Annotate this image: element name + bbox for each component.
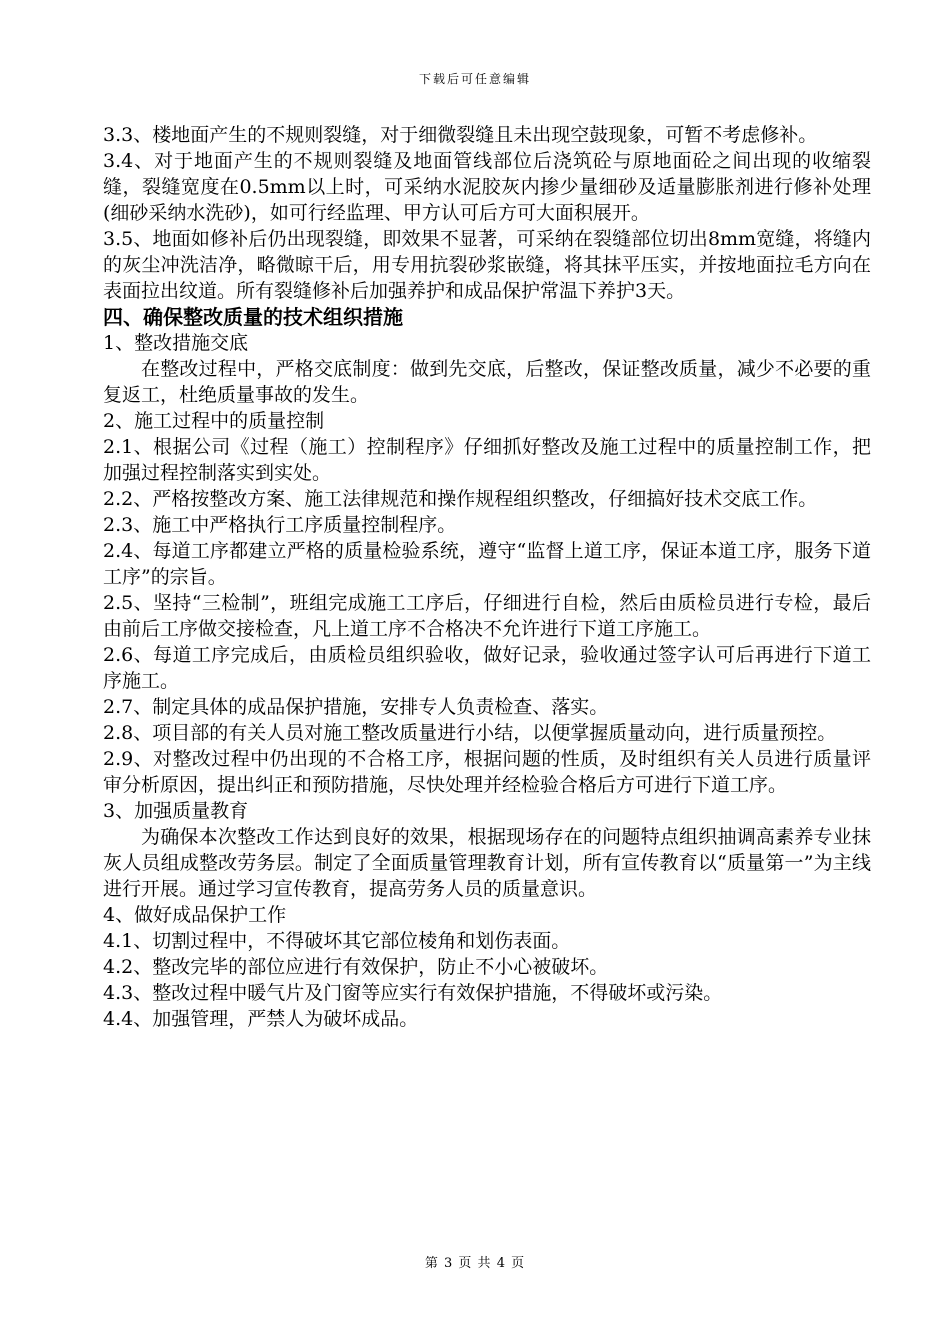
- document-body: [103, 122, 871, 1032]
- paragraph-1-body: 在整改过程中，严格交底制度：做到先交底，后整改，保证整改质量，减少不必要的重复返工，杜绝质量事故的发生。: [103, 358, 871, 406]
- page-header: 下载后可任意编辑: [418, 72, 531, 86]
- section-heading-4: 四、确保整改质量的技术组织措施: [103, 305, 403, 329]
- paragraph-2-7: 2.7、制定具体的成品保护措施，安排专人负责检查、落实。: [103, 696, 609, 718]
- paragraph-4-1: 4.1、切割过程中，不得破坏其它部位棱角和划伤表面。: [103, 930, 571, 952]
- paragraph-4-2: 4.2、整改完毕的部位应进行有效保护，防止不小心被破坏。: [103, 956, 609, 978]
- paragraph-2-5: 2.5、坚持“三检制”，班组完成施工工序后，仔细进行自检，然后由质检员进行专检，最后由前后工序做交接检查，凡上道工序不合格决不允许进行下道工序施工。: [103, 592, 871, 640]
- paragraph-3-5: 3.5、地面如修补后仍出现裂缝，即效果不显著，可采纳在裂缝部位切出8mm宽缝，将缝内的灰尘冲洗洁净，略微晾干后，用专用抗裂砂浆嵌缝，将其抹平压实，并按地面拉毛方向在表面拉出纹道。所有裂缝修补后加强养护和成品保护常温下养护3天。: [103, 228, 871, 302]
- paragraph-2-1: 2.1、根据公司《过程（施工）控制程序》仔细抓好整改及施工过程中的质量控制工作，把加强过程控制落实到实处。: [103, 436, 871, 484]
- paragraph-3-3: 3.3、楼地面产生的不规则裂缝，对于细微裂缝且未出现空鼓现象，可暂不考虑修补。: [103, 124, 818, 146]
- paragraph-2-9: 2.9、对整改过程中仍出现的不合格工序，根据问题的性质，及时组织有关人员进行质量评审分析原因，提出纠正和预防措施，尽快处理并经检验合格后方可进行下道工序。: [103, 748, 871, 796]
- paragraph-4-4: 4.4、加强管理，严禁人为破坏成品。: [103, 1008, 419, 1030]
- paragraph-3-4: 3.4、对于地面产生的不规则裂缝及地面管线部位后浇筑砼与原地面砼之间出现的收缩裂缝，裂缝宽度在0.5mm以上时，可采纳水泥胶灰内掺少量细砂及适量膨胀剂进行修补处理(细砂采纳水洗砂)，如可行经监理、甲方认可后方可大面积展开。: [103, 150, 871, 224]
- paragraph-2-3: 2.3、施工中严格执行工序质量控制程序。: [103, 514, 457, 536]
- page-footer: 第 3 页 共 4 页: [424, 1256, 526, 1271]
- paragraph-2-4: 2.4、每道工序都建立严格的质量检验系统，遵守“监督上道工序，保证本道工序，服务下道工序”的宗旨。: [103, 540, 871, 588]
- paragraph-2-2: 2.2、严格按整改方案、施工法律规范和操作规程组织整改，仔细搞好技术交底工作。: [103, 488, 818, 510]
- subheading-4: 4、做好成品保护工作: [103, 904, 287, 926]
- paragraph-3-body: 为确保本次整改工作达到良好的效果，根据现场存在的问题特点组织抽调高素养专业抹灰人员组成整改劳务层。制定了全面质量管理教育计划，所有宣传教育以“质量第一”为主线进行开展。通过学习宣传教育，提高劳务人员的质量意识。: [103, 826, 871, 900]
- subheading-1: 1、整改措施交底: [103, 332, 249, 354]
- paragraph-2-6: 2.6、每道工序完成后，由质检员组织验收，做好记录，验收通过签字认可后再进行下道工序施工。: [103, 644, 871, 692]
- subheading-2: 2、施工过程中的质量控制: [103, 410, 325, 432]
- paragraph-4-3: 4.3、整改过程中暖气片及门窗等应实行有效保护措施，不得破坏或污染。: [103, 982, 723, 1004]
- subheading-3: 3、加强质量教育: [103, 800, 249, 822]
- paragraph-2-8: 2.8、项目部的有关人员对施工整改质量进行小结，以便掌握质量动向，进行质量预控。: [103, 722, 837, 744]
